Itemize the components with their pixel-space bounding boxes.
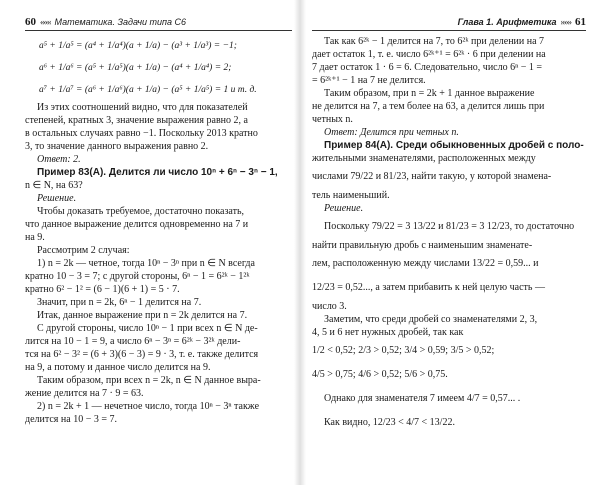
text-line: четных n. (312, 114, 353, 125)
text-line: кратно 10 − 3 = 7; с другой стороны, 6ⁿ − 1 = 6²ᵏ − 1²ᵏ (25, 271, 250, 282)
right-page (300, 0, 600, 485)
text-line: Таким образом, при всех n = 2k, n ∈ N данное выра- (37, 375, 261, 386)
chapter-title: Глава 1. Арифметика (457, 17, 557, 27)
example-84-heading: Пример 84(А). Среди обыкновенных дробей с поло- (324, 140, 584, 151)
text-line: n ∈ N, на 63? (25, 180, 83, 191)
right-page-header (312, 14, 586, 31)
text-line: Значит, при n = 2k, 6ⁿ − 1 делится на 7. (37, 297, 202, 308)
text-line: 12/23 = 0,52..., а затем прибавить к ней целую часть — (312, 282, 545, 293)
final-comparison-line: Как видно, 12/23 < 4/7 < 13/22. (324, 417, 455, 428)
text-line: делится на 10 − 3 = 7. (25, 414, 117, 425)
text-line: 7 дает остаток 1 · 6 = 6. Следовательно, число 6ⁿ − 1 = (312, 62, 543, 73)
text-line: Заметим, что среди дробей со знаменателями 2, 3, (324, 314, 538, 325)
inequality-row-2: 4/5 > 0,75; 4/6 > 0,52; 5/6 > 0,75. (312, 369, 448, 380)
denominator-seven-line: Однако для знаменателя 7 имеем 4/7 = 0,57... . (324, 393, 521, 404)
text-line: не делится на 7, а тем более на 63, а делится лишь при (312, 101, 545, 112)
text-line: кратно 6² − 1² = (6 − 1)(6 + 1) = 5 · 7. (25, 284, 180, 295)
book-title: Математика. Задачи типа С6 (54, 17, 186, 27)
text-line: Рассмотрим 2 случая: (37, 245, 130, 256)
text-line: Таким образом, при n = 2k + 1 данное выражение (324, 88, 535, 99)
text-line: число 3. (312, 301, 347, 312)
since-line: Поскольку 79/22 = 3 13/22 и 81/23 = 3 12/23, то достаточно (324, 221, 575, 232)
text-line: С другой стороны, число 10ⁿ − 1 при всех n ∈ N де- (37, 323, 258, 334)
text-line: что данное выражение делится одновременно на 7 и (25, 219, 249, 230)
text-line: Так как 6²ᵏ − 1 делится на 7, то 6²ᵏ при делении на 7 (324, 36, 545, 47)
solution-label: Решение. (324, 203, 364, 214)
text-line: на 9. (25, 232, 45, 243)
solution-label: Решение. (37, 193, 77, 204)
example-83-heading: Пример 83(А). Делится ли число 10ⁿ + 6ⁿ − 3ⁿ − 1, (37, 167, 278, 178)
header-arrows-right: »»» (560, 17, 571, 27)
answer-line: Ответ: Делится при четных n. (324, 127, 459, 138)
text-line: тель наименьший. (312, 190, 390, 201)
equation-a6: a⁶ + 1/a⁶ = (a⁵ + 1/a⁵)(a + 1/a) − (a⁴ + 1/a⁴) = 2; (39, 63, 232, 73)
left-page-header (25, 14, 292, 31)
answer-line: Ответ: 2. (37, 154, 81, 165)
text-line: 3, то значение данного выражения равно 2. (25, 141, 209, 152)
text-line: тся на 6² − 3² = (6 + 3)(6 − 3) = 9 · 3, т. е. также делится (25, 349, 259, 360)
equation-a5: a⁵ + 1/a⁵ = (a⁴ + 1/a⁴)(a + 1/a) − (a³ + 1/a³) = −1; (39, 41, 237, 51)
equation-a7: a⁷ + 1/a⁷ = (a⁶ + 1/a⁶)(a + 1/a) − (a⁵ + 1/a⁵) = 1 и т. д. (39, 85, 257, 95)
header-arrows-left: ««« (40, 17, 51, 27)
text-line: 2) n = 2k + 1 — нечетное число, тогда 10ⁿ − 3ⁿ также (37, 401, 260, 412)
text-line: в остальных случаях равно −1. Поскольку 2013 кратно (25, 128, 258, 139)
text-line: лем, расположенную между числами 13/22 = 0,59... и (312, 258, 539, 269)
text-line: Из этих соотношений видно, что для показателей (37, 102, 248, 113)
text-line: Итак, данное выражение при n = 2k делится на 7. (37, 310, 248, 321)
text-line: на 9, а потому и данное число делится на 9. (25, 362, 211, 373)
text-line: лится на 10 − 1 = 9, а число 6ⁿ − 3ⁿ = 6²ᵏ − 3²ᵏ дели- (25, 336, 241, 347)
text-line: дает остаток 1, т. е. число 6²ᵏ⁺¹ = 6²ᵏ · 6 при делении на (312, 49, 546, 60)
fractions-line: числами 79/22 и 81/23, найти такую, у которой знамена- (312, 171, 552, 182)
text-line: степеней, кратных 3, значение выражения равно 2, а (25, 115, 248, 126)
text-line: найти правильную дробь с наименьшим знаменате- (312, 240, 533, 251)
text-line: 1) n = 2k — четное, тогда 10ⁿ − 3ⁿ при n ∈ N всегда (37, 258, 255, 269)
text-line: жение делится на 7 · 9 = 63. (25, 388, 144, 399)
page-number-left: 60 (25, 16, 36, 28)
page-number-right: 61 (575, 16, 586, 28)
text-line: жительными знаменателями, расположенных между (312, 153, 536, 164)
text-line: Чтобы доказать требуемое, достаточно показать, (37, 206, 245, 217)
inequality-row-1: 1/2 < 0,52; 2/3 > 0,52; 3/4 > 0,59; 3/5 > 0,52; (312, 345, 495, 356)
text-line: = 6²ᵏ⁺¹ − 1 на 7 не делится. (312, 75, 426, 86)
text-line: 4, 5 и 6 нет нужных дробей, так как (312, 327, 464, 338)
